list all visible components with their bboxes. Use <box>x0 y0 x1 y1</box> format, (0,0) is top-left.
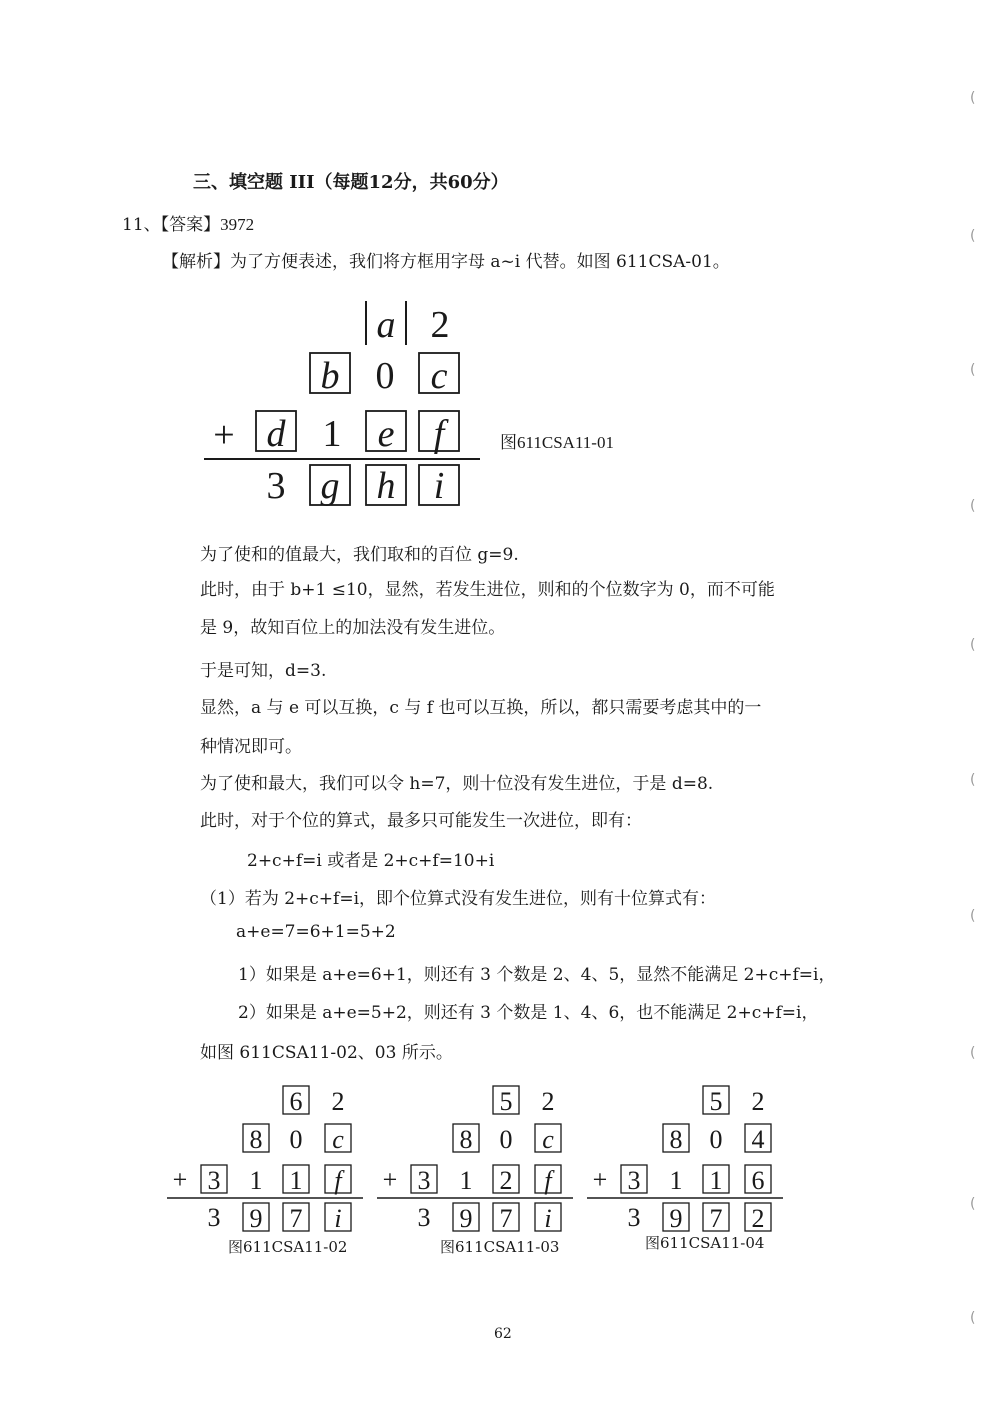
text-line: 显然，a 与 e 可以互换，c 与 f 也可以互换，所以，都只需要考虑其中的一 <box>200 698 762 718</box>
f4-r3-1: 1 <box>669 1166 683 1195</box>
f2-r2-2: c <box>332 1125 344 1154</box>
fig1-cell-c: c <box>430 355 448 397</box>
f2-plus: + <box>172 1165 188 1194</box>
fig1-cell-h: h <box>376 465 396 507</box>
text-line: 为了使和的值最大，我们取和的百位 g=9. <box>200 545 519 565</box>
binder-hole-mark: ( <box>970 498 976 514</box>
f2-r4-1: 9 <box>249 1204 263 1233</box>
f2-r3-0: 3 <box>207 1166 221 1195</box>
analysis-intro <box>162 247 730 272</box>
binder-hole-mark: ( <box>970 772 976 788</box>
binder-hole-mark: ( <box>970 1310 976 1326</box>
figure-611csa11-01 <box>200 295 680 510</box>
text-line: 此时，对于个位的算式，最多只可能发生一次进位，即有： <box>200 811 642 831</box>
f4-r4-3: 2 <box>751 1204 765 1233</box>
f3-r2-1: 0 <box>499 1125 513 1154</box>
f2-r4-2: 7 <box>289 1204 303 1233</box>
f3-r3-1: 1 <box>459 1166 473 1195</box>
f3-r4-3: i <box>544 1204 552 1233</box>
f3-r1-1: 2 <box>541 1087 555 1116</box>
binder-hole-mark: ( <box>970 908 976 924</box>
binder-hole-mark: ( <box>970 90 976 106</box>
f2-r2-1: 0 <box>289 1125 303 1154</box>
question-answer-line <box>122 210 254 235</box>
f2-r4-3: i <box>334 1204 342 1233</box>
binder-hole-mark: ( <box>970 1045 976 1061</box>
f3-r3-3: f <box>544 1166 552 1195</box>
fig1-cell-i: i <box>433 465 445 507</box>
figure-611csa11-02 <box>165 1080 365 1240</box>
f2-r3-2: 1 <box>289 1166 303 1195</box>
text-line: 此时，由于 b+1 ≤10，显然，若发生进位，则和的个位数字为 0，而不可能 <box>200 580 775 600</box>
fig1-cell-0: 0 <box>375 355 395 397</box>
f2-r4-0: 3 <box>207 1203 221 1232</box>
binder-hole-mark: ( <box>970 637 976 653</box>
page-number: 62 <box>494 1326 512 1342</box>
f4-r4-0: 3 <box>627 1203 641 1232</box>
f3-r3-2: 2 <box>499 1166 513 1195</box>
f4-r1-1: 2 <box>751 1087 765 1116</box>
f3-r1-0: 5 <box>499 1087 513 1116</box>
f3-r4-1: 9 <box>459 1204 473 1233</box>
fig4-caption: 图611CSA11-04 <box>645 1234 765 1252</box>
f3-r2-0: 8 <box>459 1125 473 1154</box>
f2-r1-0: 6 <box>289 1087 303 1116</box>
f2-r3-1: 1 <box>249 1166 263 1195</box>
f4-r4-2: 7 <box>709 1204 723 1233</box>
fig2-caption: 图611CSA11-02 <box>228 1238 348 1256</box>
fig1-cell-b: b <box>320 355 340 397</box>
f4-r3-0: 3 <box>627 1166 641 1195</box>
f3-r4-0: 3 <box>417 1203 431 1232</box>
analysis-tag: 【解析】 <box>162 252 230 272</box>
figure-611csa11-03 <box>375 1080 575 1240</box>
f3-r2-2: c <box>542 1125 554 1154</box>
f3-r3-0: 3 <box>417 1166 431 1195</box>
f2-r2-0: 8 <box>249 1125 263 1154</box>
text-line: 是 9，故知百位上的加法没有发生进位。 <box>200 618 506 638</box>
f4-r4-1: 9 <box>669 1204 683 1233</box>
text-line: 种情况即可。 <box>200 737 302 757</box>
f4-r3-2: 1 <box>709 1166 723 1195</box>
text-line: 1）如果是 a+e=6+1，则还有 3 个数是 2、4、5，显然不能满足 2+c+f=i， <box>238 965 836 985</box>
f4-r2-1: 0 <box>709 1125 723 1154</box>
fig3-caption: 图611CSA11-03 <box>440 1238 560 1256</box>
fig1-cell-2: 2 <box>430 304 450 346</box>
f4-r1-0: 5 <box>709 1087 723 1116</box>
fig1-plus-sign: + <box>213 414 235 456</box>
text-line-formula: a+e=7=6+1=5+2 <box>236 922 396 942</box>
answer-tag: 【答案】 <box>160 215 221 235</box>
binder-hole-mark: ( <box>970 1196 976 1212</box>
fig1-cell-e: e <box>377 413 395 455</box>
fig1-cell-d: d <box>266 413 286 455</box>
text-line: 为了使和最大，我们可以令 h=7，则十位没有发生进位，于是 d=8. <box>200 774 714 794</box>
figure-611csa11-04 <box>585 1080 785 1240</box>
text-line-formula: 2+c+f=i 或者是 2+c+f=10+i <box>247 851 495 871</box>
f4-r2-0: 8 <box>669 1125 683 1154</box>
f3-r4-2: 7 <box>499 1204 513 1233</box>
text-line: 于是可知，d=3. <box>200 661 327 681</box>
fig1-cell-1: 1 <box>322 413 342 455</box>
fig1-cell-3: 3 <box>266 465 286 507</box>
text-line: （1）若为 2+c+f=i，即个位算式没有发生进位，则有十位算式有： <box>200 889 717 909</box>
question-number: 11、 <box>122 215 161 235</box>
section-title: 三、填空题 III（每题12分，共60分） <box>193 172 509 193</box>
text-line: 如图 611CSA11-02、03 所示。 <box>200 1043 453 1063</box>
binder-hole-mark: ( <box>970 362 976 378</box>
answer-value: 3972 <box>220 215 255 234</box>
fig1-cell-g: g <box>320 465 340 507</box>
fig1-cell-a: a <box>376 304 396 346</box>
fig1-caption: 图611CSA11-01 <box>500 433 614 452</box>
f4-r2-2: 4 <box>751 1125 765 1154</box>
f2-r1-1: 2 <box>331 1087 345 1116</box>
f2-r3-3: f <box>334 1166 342 1195</box>
fig1-cell-f: f <box>433 413 445 455</box>
f4-plus: + <box>592 1165 608 1194</box>
text-line: 2）如果是 a+e=5+2，则还有 3 个数是 1、4、6，也不能满足 2+c+f=i， <box>238 1003 819 1023</box>
binder-hole-mark: ( <box>970 228 976 244</box>
f4-r3-3: 6 <box>751 1166 765 1195</box>
f3-plus: + <box>382 1165 398 1194</box>
analysis-text: 为了方便表述，我们将方框用字母 a~i 代替。如图 611CSA-01。 <box>230 252 730 272</box>
